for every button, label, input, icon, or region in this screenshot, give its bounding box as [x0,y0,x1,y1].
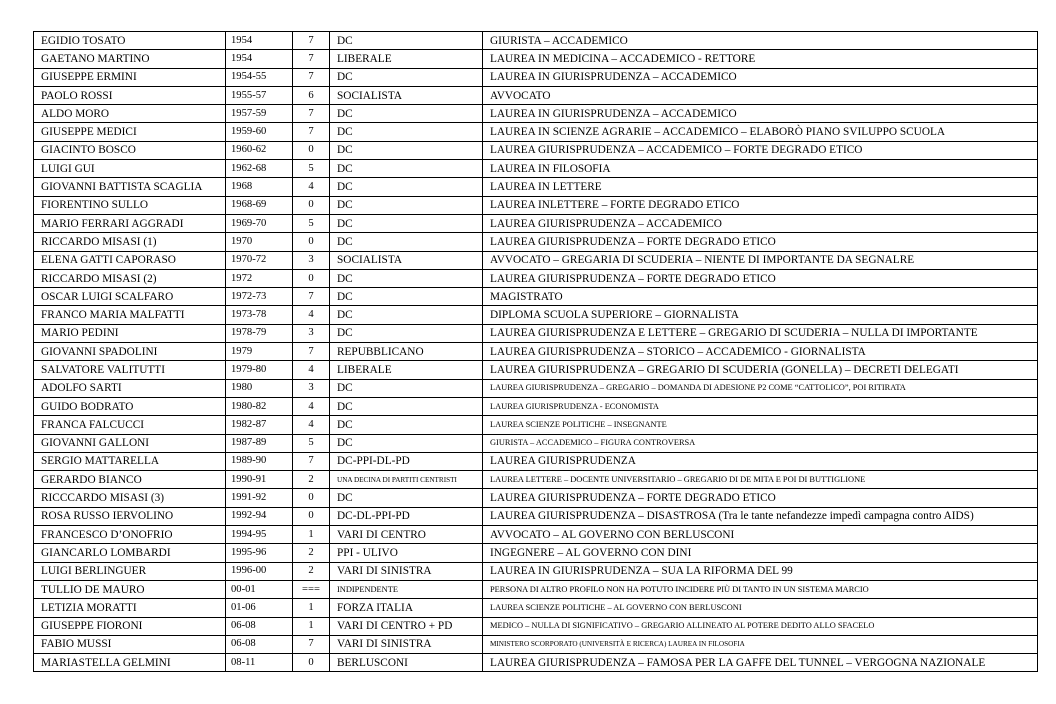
party-cell: DC [330,489,483,507]
minister-name-cell: LUIGI GUI [34,160,226,178]
score-cell: 1 [293,617,330,635]
minister-name-cell: GERARDO BIANCO [34,471,226,489]
term-years-cell: 1972 [226,269,293,287]
notes-cell: LAUREA GIURISPRUDENZA - ECONOMISTA [483,397,1038,415]
term-years-cell: 1979-80 [226,361,293,379]
score-cell: 3 [293,251,330,269]
notes-cell: LAUREA IN LETTERE [483,178,1038,196]
notes-cell: AVVOCATO – GREGARIA DI SCUDERIA – NIENTE DI IMPORTANTE DA SEGNALRE [483,251,1038,269]
term-years-cell: 1968 [226,178,293,196]
notes-cell: DIPLOMA SCUOLA SUPERIORE – GIORNALISTA [483,306,1038,324]
minister-name-cell: MARIO FERRARI AGGRADI [34,214,226,232]
minister-name-cell: LUIGI BERLINGUER [34,562,226,580]
score-cell: 0 [293,196,330,214]
minister-name-cell: GIOVANNI GALLONI [34,434,226,452]
score-cell: 4 [293,361,330,379]
table-row [34,160,1038,178]
party-cell: DC [330,196,483,214]
term-years-cell: 1992-94 [226,507,293,525]
party-cell: UNA DECINA DI PARTITI CENTRISTI [330,471,483,489]
minister-name-cell: GIACINTO BOSCO [34,141,226,159]
score-cell: 0 [293,269,330,287]
term-years-cell: 1970 [226,233,293,251]
table-row [34,617,1038,635]
score-cell: 0 [293,233,330,251]
term-years-cell: 1995-96 [226,544,293,562]
party-cell: SOCIALISTA [330,86,483,104]
score-cell: 2 [293,471,330,489]
table-row [34,123,1038,141]
score-cell: 7 [293,123,330,141]
party-cell: DC [330,123,483,141]
minister-name-cell: GIOVANNI SPADOLINI [34,343,226,361]
table-row [34,452,1038,470]
party-cell: DC [330,416,483,434]
score-cell: 5 [293,160,330,178]
party-cell: DC [330,269,483,287]
table-row [34,361,1038,379]
notes-cell: LAUREA SCIENZE POLITICHE – INSEGNANTE [483,416,1038,434]
party-cell: DC [330,288,483,306]
table-row [34,635,1038,653]
party-cell: LIBERALE [330,361,483,379]
notes-cell: MEDICO – NULLA DI SIGNIFICATIVO – GREGARIO ALLINEATO AL POTERE DEDITO ALLO SFACELO [483,617,1038,635]
score-cell: 6 [293,86,330,104]
notes-cell: LAUREA IN GIURISPRUDENZA – ACCADEMICO [483,68,1038,86]
minister-name-cell: GAETANO MARTINO [34,50,226,68]
score-cell: 4 [293,178,330,196]
minister-name-cell: GIUSEPPE MEDICI [34,123,226,141]
notes-cell: PERSONA DI ALTRO PROFILO NON HA POTUTO INCIDERE PIÙ DI TANTO IN UN SISTEMA MARCIO [483,580,1038,598]
score-cell: 7 [293,452,330,470]
score-cell: 5 [293,214,330,232]
notes-cell: LAUREA IN GIURISPRUDENZA – ACCADEMICO [483,105,1038,123]
term-years-cell: 1989-90 [226,452,293,470]
score-cell: 1 [293,599,330,617]
minister-name-cell: FRANCO MARIA MALFATTI [34,306,226,324]
party-cell: DC [330,379,483,397]
term-years-cell: 1972-73 [226,288,293,306]
minister-name-cell: RICCCARDO MISASI (3) [34,489,226,507]
score-cell: 7 [293,343,330,361]
score-cell: 7 [293,32,330,50]
party-cell: DC [330,397,483,415]
party-cell: VARI DI CENTRO [330,526,483,544]
table-row [34,324,1038,342]
table-row [34,599,1038,617]
party-cell: DC [330,141,483,159]
table-row [34,32,1038,50]
party-cell: DC [330,68,483,86]
notes-cell: AVVOCATO – AL GOVERNO CON BERLUSCONI [483,526,1038,544]
party-cell: REPUBBLICANO [330,343,483,361]
party-cell: DC [330,160,483,178]
table-row [34,544,1038,562]
notes-cell: LAUREA IN SCIENZE AGRARIE – ACCADEMICO – ELABORÒ PIANO SVILUPPO SCUOLA [483,123,1038,141]
score-cell: 7 [293,635,330,653]
score-cell: 0 [293,489,330,507]
minister-name-cell: GUIDO BODRATO [34,397,226,415]
table-row [34,562,1038,580]
table-row [34,397,1038,415]
notes-cell: AVVOCATO [483,86,1038,104]
score-cell: 2 [293,544,330,562]
term-years-cell: 1960-62 [226,141,293,159]
minister-name-cell: EGIDIO TOSATO [34,32,226,50]
notes-cell: LAUREA IN FILOSOFIA [483,160,1038,178]
table-row [34,141,1038,159]
minister-name-cell: LETIZIA MORATTI [34,599,226,617]
term-years-cell: 1996-00 [226,562,293,580]
term-years-cell: 1994-95 [226,526,293,544]
party-cell: BERLUSCONI [330,654,483,672]
term-years-cell: 1982-87 [226,416,293,434]
score-cell: 0 [293,654,330,672]
party-cell: PPI - ULIVO [330,544,483,562]
term-years-cell: 1957-59 [226,105,293,123]
score-cell: 7 [293,105,330,123]
minister-name-cell: RICCARDO MISASI (2) [34,269,226,287]
notes-cell: LAUREA GIURISPRUDENZA – FAMOSA PER LA GAFFE DEL TUNNEL – VERGOGNA NAZIONALE [483,654,1038,672]
table-row [34,269,1038,287]
notes-cell: LAUREA INLETTERE – FORTE DEGRADO ETICO [483,196,1038,214]
party-cell: DC [330,178,483,196]
minister-name-cell: MARIO PEDINI [34,324,226,342]
table-row [34,50,1038,68]
party-cell: DC [330,32,483,50]
term-years-cell: 1955-57 [226,86,293,104]
score-cell: 7 [293,68,330,86]
notes-cell: LAUREA SCIENZE POLITICHE – AL GOVERNO CON BERLUSCONI [483,599,1038,617]
term-years-cell: 1990-91 [226,471,293,489]
minister-name-cell: ELENA GATTI CAPORASO [34,251,226,269]
term-years-cell: 1962-68 [226,160,293,178]
table-row [34,288,1038,306]
minister-name-cell: MARIASTELLA GELMINI [34,654,226,672]
score-cell: 4 [293,306,330,324]
score-cell: 3 [293,324,330,342]
term-years-cell: 00-01 [226,580,293,598]
term-years-cell: 06-08 [226,635,293,653]
minister-name-cell: GIUSEPPE ERMINI [34,68,226,86]
notes-cell: LAUREA GIURISPRUDENZA – GREGARIO – DOMANDA DI ADESIONE P2 COME “CATTOLICO”, POI RITIRATA [483,379,1038,397]
minister-name-cell: PAOLO ROSSI [34,86,226,104]
term-years-cell: 1954-55 [226,68,293,86]
term-years-cell: 1970-72 [226,251,293,269]
minister-name-cell: FRANCESCO D’ONOFRIO [34,526,226,544]
score-cell: === [293,580,330,598]
notes-cell: LAUREA GIURISPRUDENZA E LETTERE – GREGARIO DI SCUDERIA – NULLA DI IMPORTANTE [483,324,1038,342]
minister-name-cell: GIUSEPPE FIORONI [34,617,226,635]
party-cell: FORZA ITALIA [330,599,483,617]
notes-cell: LAUREA GIURISPRUDENZA – GREGARIO DI SCUDERIA (GONELLA) – DECRETI DELEGATI [483,361,1038,379]
score-cell: 0 [293,141,330,159]
notes-cell: MINISTERO SCORPORATO (UNIVERSITÀ E RICERCA) LAUREA IN FILOSOFIA [483,635,1038,653]
party-cell: DC [330,214,483,232]
party-cell: DC-DL-PPI-PD [330,507,483,525]
party-cell: DC-PPI-DL-PD [330,452,483,470]
notes-cell: LAUREA GIURISPRUDENZA – ACCADEMICO [483,214,1038,232]
notes-cell: LAUREA IN GIURISPRUDENZA – SUA LA RIFORMA DEL 99 [483,562,1038,580]
term-years-cell: 06-08 [226,617,293,635]
term-years-cell: 1973-78 [226,306,293,324]
minister-name-cell: SALVATORE VALITUTTI [34,361,226,379]
notes-cell: GIURISTA – ACCADEMICO [483,32,1038,50]
notes-cell: INGEGNERE – AL GOVERNO CON DINI [483,544,1038,562]
term-years-cell: 1968-69 [226,196,293,214]
score-cell: 7 [293,288,330,306]
term-years-cell: 1954 [226,50,293,68]
term-years-cell: 1991-92 [226,489,293,507]
minister-name-cell: FIORENTINO SULLO [34,196,226,214]
minister-name-cell: ADOLFO SARTI [34,379,226,397]
party-cell: DC [330,233,483,251]
notes-cell: LAUREA GIURISPRUDENZA – ACCADEMICO – FORTE DEGRADO ETICO [483,141,1038,159]
notes-cell: LAUREA GIURISPRUDENZA [483,452,1038,470]
score-cell: 7 [293,50,330,68]
table-row [34,416,1038,434]
party-cell: DC [330,434,483,452]
table-row [34,379,1038,397]
minister-name-cell: TULLIO DE MAURO [34,580,226,598]
table-row [34,86,1038,104]
table-row [34,489,1038,507]
minister-name-cell: RICCARDO MISASI (1) [34,233,226,251]
table-row [34,105,1038,123]
party-cell: SOCIALISTA [330,251,483,269]
party-cell: INDIPENDENTE [330,580,483,598]
score-cell: 1 [293,526,330,544]
score-cell: 4 [293,397,330,415]
party-cell: VARI DI SINISTRA [330,562,483,580]
table-row [34,507,1038,525]
table-row [34,306,1038,324]
party-cell: DC [330,324,483,342]
term-years-cell: 1980 [226,379,293,397]
score-cell: 4 [293,416,330,434]
minister-name-cell: FABIO MUSSI [34,635,226,653]
minister-name-cell: ALDO MORO [34,105,226,123]
notes-cell: LAUREA IN MEDICINA – ACCADEMICO - RETTORE [483,50,1038,68]
notes-cell: LAUREA GIURISPRUDENZA – FORTE DEGRADO ETICO [483,489,1038,507]
notes-cell: LAUREA LETTERE – DOCENTE UNIVERSITARIO – GREGARIO DI DE MITA E POI DI BUTTIGLIONE [483,471,1038,489]
notes-cell: LAUREA GIURISPRUDENZA – DISASTROSA (Tra le tante nefandezze impedì campagna contro AIDS) [483,507,1038,525]
table-row [34,654,1038,672]
term-years-cell: 1980-82 [226,397,293,415]
party-cell: VARI DI SINISTRA [330,635,483,653]
table-row [34,233,1038,251]
table-row [34,68,1038,86]
table-body [34,32,1038,672]
minister-name-cell: FRANCA FALCUCCI [34,416,226,434]
table-row [34,196,1038,214]
notes-cell: LAUREA GIURISPRUDENZA – FORTE DEGRADO ETICO [483,269,1038,287]
table-row [34,343,1038,361]
table-row [34,434,1038,452]
minister-name-cell: ROSA RUSSO IERVOLINO [34,507,226,525]
table-row [34,580,1038,598]
term-years-cell: 1979 [226,343,293,361]
table-row [34,178,1038,196]
notes-cell: GIURISTA – ACCADEMICO – FIGURA CONTROVERSA [483,434,1038,452]
term-years-cell: 1954 [226,32,293,50]
table-row [34,471,1038,489]
notes-cell: LAUREA GIURISPRUDENZA – STORICO – ACCADEMICO - GIORNALISTA [483,343,1038,361]
notes-cell: LAUREA GIURISPRUDENZA – FORTE DEGRADO ETICO [483,233,1038,251]
minister-name-cell: GIANCARLO LOMBARDI [34,544,226,562]
term-years-cell: 08-11 [226,654,293,672]
party-cell: DC [330,306,483,324]
score-cell: 5 [293,434,330,452]
party-cell: DC [330,105,483,123]
table-row [34,526,1038,544]
party-cell: VARI DI CENTRO + PD [330,617,483,635]
minister-name-cell: GIOVANNI BATTISTA SCAGLIA [34,178,226,196]
score-cell: 0 [293,507,330,525]
score-cell: 3 [293,379,330,397]
ministers-table [33,31,1038,672]
score-cell: 2 [293,562,330,580]
term-years-cell: 1978-79 [226,324,293,342]
table-row [34,214,1038,232]
term-years-cell: 1969-70 [226,214,293,232]
term-years-cell: 1987-89 [226,434,293,452]
table-row [34,251,1038,269]
term-years-cell: 01-06 [226,599,293,617]
notes-cell: MAGISTRATO [483,288,1038,306]
minister-name-cell: OSCAR LUIGI SCALFARO [34,288,226,306]
term-years-cell: 1959-60 [226,123,293,141]
party-cell: LIBERALE [330,50,483,68]
minister-name-cell: SERGIO MATTARELLA [34,452,226,470]
